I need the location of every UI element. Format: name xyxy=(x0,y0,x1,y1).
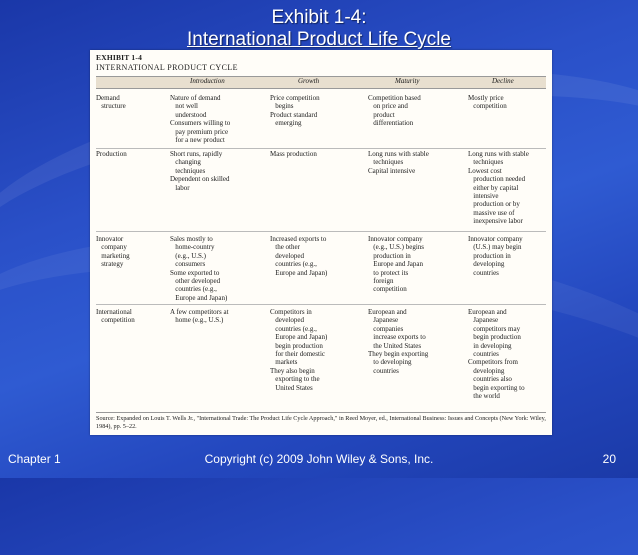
row-label: Production xyxy=(96,150,127,158)
table-cell: Increased exports to the other developed countries (e.g., Europe and Japan) xyxy=(270,235,328,277)
header-band xyxy=(96,76,546,89)
table-cell: Long runs with stable techniques Capital intensive xyxy=(368,150,429,175)
row-divider xyxy=(96,231,546,232)
table-cell: Innovator company (e.g., U.S.) begins production in Europe and Japan to protect its foreign competition xyxy=(368,235,424,294)
row-divider xyxy=(96,148,546,149)
table-cell: Nature of demand not well understood Consumers willing to pay premium price for a new product xyxy=(170,94,231,145)
table-cell: Price competition begins Product standard emerging xyxy=(270,94,320,128)
row-label: Demand structure xyxy=(96,94,126,111)
table-cell: Mass production xyxy=(270,150,317,158)
table-cell: European and Japanese companies increase exports to the United States They begin exporting to developing countries xyxy=(368,308,429,375)
column-header: Maturity xyxy=(395,77,420,85)
table-cell: Short runs, rapidly changing techniques Dependent on skilled labor xyxy=(170,150,230,192)
exhibit-subtitle: INTERNATIONAL PRODUCT CYCLE xyxy=(96,63,238,72)
exhibit-label: EXHIBIT 1-4 xyxy=(96,53,143,62)
table-cell: Competition based on price and product differentiation xyxy=(368,94,421,128)
table-cell: Innovator company (U.S.) may begin production in developing countries xyxy=(468,235,523,277)
row-divider xyxy=(96,304,546,305)
row-label: Innovator company marketing strategy xyxy=(96,235,130,269)
row-label: International competition xyxy=(96,308,135,325)
table-cell: Sales mostly to home-country (e.g., U.S.) consumers Some exported to other developed countries (e.g., Europe and Japan) xyxy=(170,235,228,302)
chapter-label: Chapter 1 xyxy=(8,452,61,466)
column-header: Growth xyxy=(298,77,320,85)
column-header: Decline xyxy=(492,77,514,85)
table-cell: A few competitors at home (e.g., U.S.) xyxy=(170,308,229,325)
table-cell: Competitors in developed countries (e.g., Europe and Japan) begin production for their domestic markets They also begin exporting to the United States xyxy=(270,308,328,392)
exhibit-table-image xyxy=(90,50,552,435)
copyright-text: Copyright (c) 2009 John Wiley & Sons, Inc. xyxy=(204,452,434,466)
slide-title-line2: International Product Life Cycle xyxy=(186,29,452,50)
source-note: Source: Expanded on Louis T. Wells Jr., "International Trade: The Product Life Cycle Approach," in Reed Moyer, ed., International Business: Issues and Concepts (New York: Wiley, 1984), pp. 5–22. xyxy=(96,412,546,430)
column-header: Introduction xyxy=(190,77,225,85)
table-cell: European and Japanese competitors may begin production in developing countries Competitors from developing countries also begin exporting to the world xyxy=(468,308,525,401)
table-cell: Long runs with stable techniques Lowest cost production needed either by capital intensive production or by massive use of inexpensive labor xyxy=(468,150,529,226)
slide-title-line1: Exhibit 1-4: xyxy=(271,7,367,28)
table-cell: Mostly price competition xyxy=(468,94,507,111)
page-number: 20 xyxy=(602,452,616,466)
